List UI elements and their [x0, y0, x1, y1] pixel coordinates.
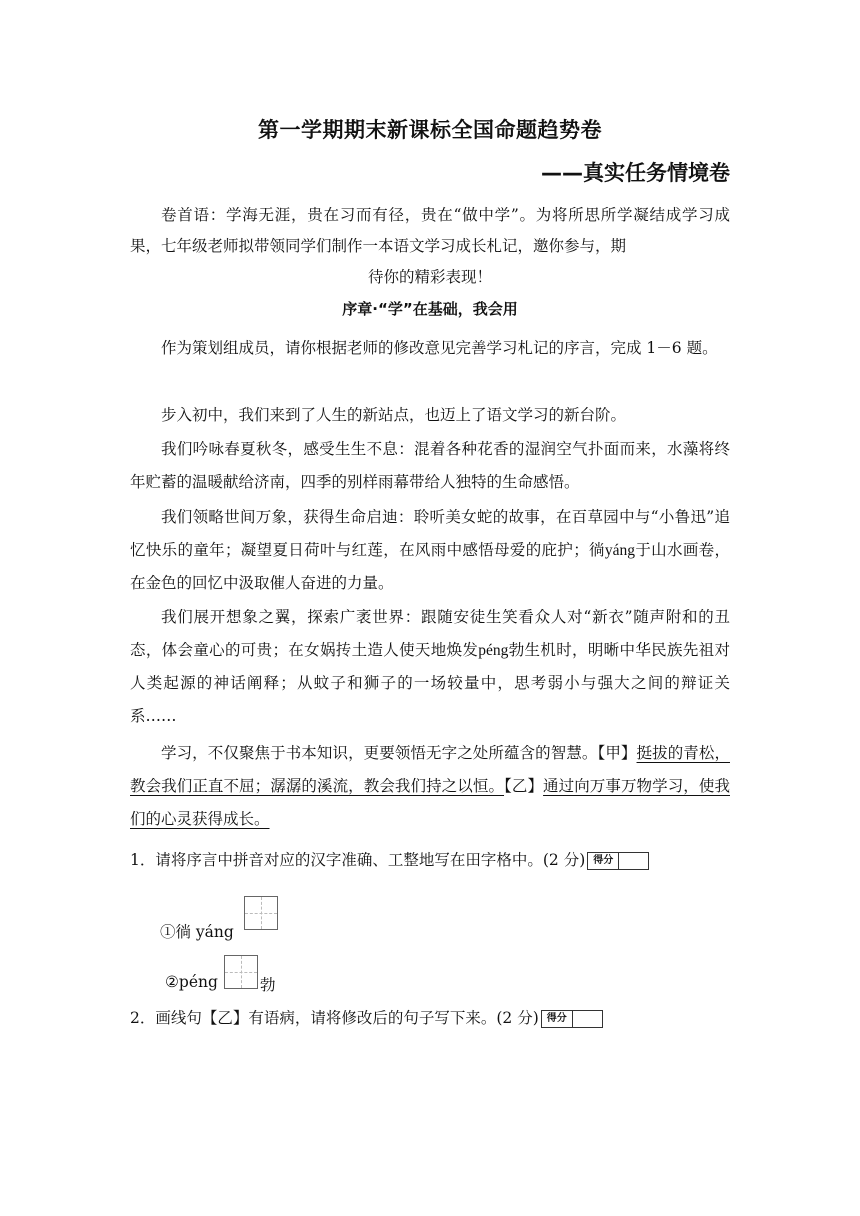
score-box-1[interactable] [587, 852, 649, 870]
question-2 [130, 1007, 603, 1029]
question-1-text: 1．请将序言中拼音对应的汉字准确、工整地写在田字格中。(2 分) [130, 851, 586, 869]
preface-paragraph-1: 步入初中，我们来到了人生的新站点，也迈上了语文学习的新台阶。 [161, 406, 627, 424]
preface-paragraph-4-part-a: 我们展开想象之翼，探索广袤世界：跟随安徒生笑看众人对“新衣”随声附和的丑态，体会童心的可贵；在女娲抟土造人使天地焕发 [130, 608, 730, 659]
page-subtitle: ——真实任务情境卷 [541, 161, 730, 185]
preface-paragraph-3-part-b: 于山水画卷，在金色的回忆中汲取催人奋进的力量。 [130, 541, 730, 592]
question-1 [130, 849, 649, 871]
intro-paragraph: 卷首语：学海无涯，贵在习而有径，贵在“做中学”。为将所思所学凝结成学习成果，七年级老师拟带领同学们制作一本语文学习成长札记，邀你参与，期 [130, 206, 730, 255]
marker-yi: 【乙】 [504, 777, 544, 795]
score-label-2: 得分 [542, 1011, 573, 1027]
intro-paragraph-end: 待你的精彩表现！ [367, 268, 492, 286]
preface-paragraph-3-part-a: 我们领略世间万象，获得生命启迪：聆听美女蛇的故事，在百草园中与“小鲁迅”追忆快乐的童年；凝望夏日荷叶与红莲，在风雨中感悟母爱的庇护；徜 [130, 508, 730, 559]
question-2-text: 2．画线句【乙】有语病，请将修改后的句子写下来。(2 分) [130, 1009, 539, 1027]
fill-item-2-label: ②péng [165, 973, 218, 991]
preface-paragraph-2: 我们吟咏春夏秋冬，感受生生不息：混着各种花香的湿润空气扑面而来，水藻将终年贮蓄的温暖献给济南，四季的别样雨幕带给人独特的生命感悟。 [130, 440, 730, 491]
section-heading: 序章·“学”在基础，我会用 [342, 300, 518, 318]
pinyin-yang: yáng [604, 542, 635, 559]
fill-item-1-label: ①徜 yáng [160, 923, 234, 941]
instruction-paragraph: 作为策划组成员，请你根据老师的修改意见完善学习札记的序言，完成 1－6 题。 [161, 339, 718, 357]
fill-item-2-suffix: 勃 [260, 976, 276, 994]
score-box-2[interactable] [541, 1010, 603, 1028]
score-label-1: 得分 [588, 853, 619, 869]
preface-paragraph-5 [130, 737, 730, 836]
preface-paragraph-4 [130, 601, 730, 733]
page-title: 第一学期期末新课标全国命题趋势卷 [258, 118, 602, 142]
tianzige-box-2[interactable] [224, 955, 258, 989]
pinyin-peng: péng [478, 642, 509, 659]
underlined-sentence-yi: 通过向万事万物学习，使我们的心灵获得成长。 [130, 777, 730, 828]
preface-paragraph-3 [130, 501, 730, 600]
underlined-sentence-jia: 挺拔的青松，教会我们正直不屈；潺潺的溪流，教会我们持之以恒。 [130, 744, 730, 795]
preface-paragraph-5-part-a: 学习，不仅聚焦于书本知识，更要领悟无字之处所蕴含的智慧。【甲】 [161, 744, 637, 762]
preface-paragraph-4-part-b: 勃生机时，明晰中华民族先祖对人类起源的神话阐释；从蚊子和狮子的一场较量中，思考弱小与强大之间的辩证关系…… [130, 641, 730, 725]
tianzige-box-1[interactable] [244, 896, 278, 930]
